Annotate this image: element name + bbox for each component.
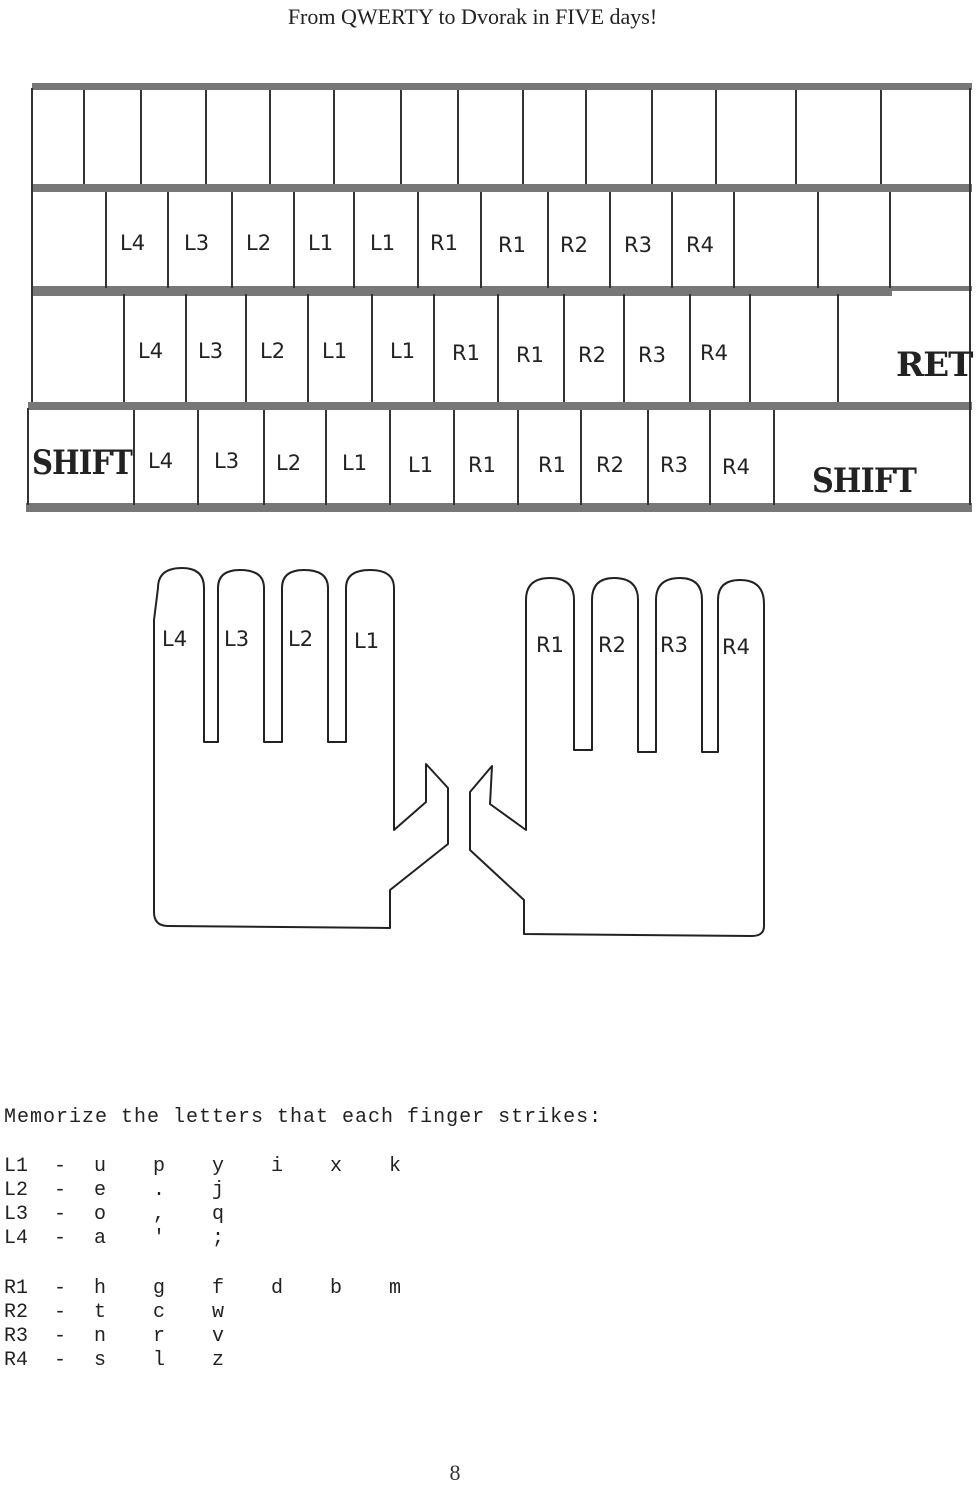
letter: f bbox=[212, 1277, 225, 1300]
letter: p bbox=[153, 1155, 166, 1178]
letter: b bbox=[330, 1277, 343, 1300]
key-label: L3 bbox=[198, 339, 224, 363]
dash: - bbox=[54, 1203, 67, 1226]
letter: d bbox=[271, 1277, 284, 1300]
letter: a bbox=[94, 1227, 107, 1250]
finger-row bbox=[4, 1203, 602, 1227]
key-label: R1 bbox=[452, 341, 480, 365]
letter: t bbox=[94, 1301, 107, 1324]
finger-name: R2 bbox=[4, 1301, 29, 1324]
key-label: R3 bbox=[638, 343, 666, 367]
dash: - bbox=[54, 1227, 67, 1250]
letter: m bbox=[389, 1277, 402, 1300]
letter: x bbox=[330, 1155, 343, 1178]
finger-label: L4 bbox=[162, 627, 188, 651]
key-label: L3 bbox=[184, 231, 210, 255]
letter: , bbox=[153, 1203, 166, 1226]
key-label: R4 bbox=[686, 233, 714, 257]
dash: - bbox=[54, 1277, 67, 1300]
keyboard-diagram bbox=[26, 80, 976, 520]
key-label: L1 bbox=[370, 231, 396, 255]
letter: i bbox=[271, 1155, 284, 1178]
memorize-section bbox=[4, 1106, 602, 1373]
key-label: R4 bbox=[722, 455, 750, 479]
letter: r bbox=[153, 1325, 166, 1348]
letter: c bbox=[153, 1301, 166, 1324]
letter: w bbox=[212, 1301, 225, 1324]
key-label: L2 bbox=[260, 339, 286, 363]
key-label: R2 bbox=[560, 233, 588, 257]
key-label: L2 bbox=[276, 451, 302, 475]
finger-row bbox=[4, 1155, 602, 1179]
dash: - bbox=[54, 1179, 67, 1202]
finger-name: L4 bbox=[4, 1227, 29, 1250]
key-label: R2 bbox=[578, 343, 606, 367]
key-label: L4 bbox=[120, 231, 146, 255]
finger-row bbox=[4, 1277, 602, 1301]
letter: ; bbox=[212, 1227, 225, 1250]
key-label: R1 bbox=[468, 453, 496, 477]
key-label: R4 bbox=[700, 341, 728, 365]
letter: n bbox=[94, 1325, 107, 1348]
finger-label: R2 bbox=[598, 633, 626, 657]
finger-label: L2 bbox=[288, 627, 314, 651]
finger-label: L3 bbox=[224, 627, 250, 651]
shift-left-key-label: SHIFT bbox=[32, 443, 133, 483]
finger-name: L3 bbox=[4, 1203, 29, 1226]
page-title: From QWERTY to Dvorak in FIVE days! bbox=[287, 4, 658, 29]
letter: j bbox=[212, 1179, 225, 1202]
finger-name: L1 bbox=[4, 1155, 29, 1178]
hands-diagram bbox=[140, 560, 780, 950]
letter: o bbox=[94, 1203, 107, 1226]
letter: ' bbox=[153, 1227, 166, 1250]
key-label: L2 bbox=[246, 231, 272, 255]
key-label: R1 bbox=[498, 233, 526, 257]
key-label: L1 bbox=[322, 339, 348, 363]
page-number: 8 bbox=[449, 1460, 461, 1485]
right-hand-outline bbox=[470, 578, 764, 936]
key-label: R1 bbox=[516, 343, 544, 367]
letter: e bbox=[94, 1179, 107, 1202]
letter: q bbox=[212, 1203, 225, 1226]
letter: h bbox=[94, 1277, 107, 1300]
key-label: R1 bbox=[430, 231, 458, 255]
finger-name: R3 bbox=[4, 1325, 29, 1348]
finger-name: R4 bbox=[4, 1349, 29, 1372]
dash: - bbox=[54, 1155, 67, 1178]
letter: l bbox=[153, 1349, 166, 1372]
finger-label: L1 bbox=[354, 629, 380, 653]
key-label: R2 bbox=[596, 453, 624, 477]
key-label: R3 bbox=[624, 233, 652, 257]
key-label: R3 bbox=[660, 453, 688, 477]
letter: s bbox=[94, 1349, 107, 1372]
key-label: L1 bbox=[342, 451, 368, 475]
finger-row bbox=[4, 1301, 602, 1325]
finger-row bbox=[4, 1227, 602, 1251]
finger-name: L2 bbox=[4, 1179, 29, 1202]
key-label: L1 bbox=[408, 453, 434, 477]
key-label: L4 bbox=[148, 449, 174, 473]
key-label: L3 bbox=[214, 449, 240, 473]
key-label: L1 bbox=[308, 231, 334, 255]
dash: - bbox=[54, 1301, 67, 1324]
letter: y bbox=[212, 1155, 225, 1178]
letter: k bbox=[389, 1155, 402, 1178]
finger-label: R1 bbox=[536, 633, 564, 657]
shift-right-key-label: SHIFT bbox=[812, 461, 917, 501]
ret-key-label: RET bbox=[896, 345, 973, 385]
finger-label: R4 bbox=[722, 635, 750, 659]
dash: - bbox=[54, 1325, 67, 1348]
dash: - bbox=[54, 1349, 67, 1372]
letter: v bbox=[212, 1325, 225, 1348]
letter: z bbox=[212, 1349, 225, 1372]
key-label: L1 bbox=[390, 339, 416, 363]
letter: . bbox=[153, 1179, 166, 1202]
finger-row bbox=[4, 1179, 602, 1203]
finger-row bbox=[4, 1349, 602, 1373]
memorize-heading: Memorize the letters that each finger strikes: bbox=[4, 1106, 603, 1129]
letter: g bbox=[153, 1277, 166, 1300]
key-label: R1 bbox=[538, 453, 566, 477]
finger-label: R3 bbox=[660, 633, 688, 657]
key-label: L4 bbox=[138, 339, 164, 363]
left-hand-outline bbox=[154, 568, 448, 928]
finger-row bbox=[4, 1325, 602, 1349]
finger-name: R1 bbox=[4, 1277, 29, 1300]
letter: u bbox=[94, 1155, 107, 1178]
